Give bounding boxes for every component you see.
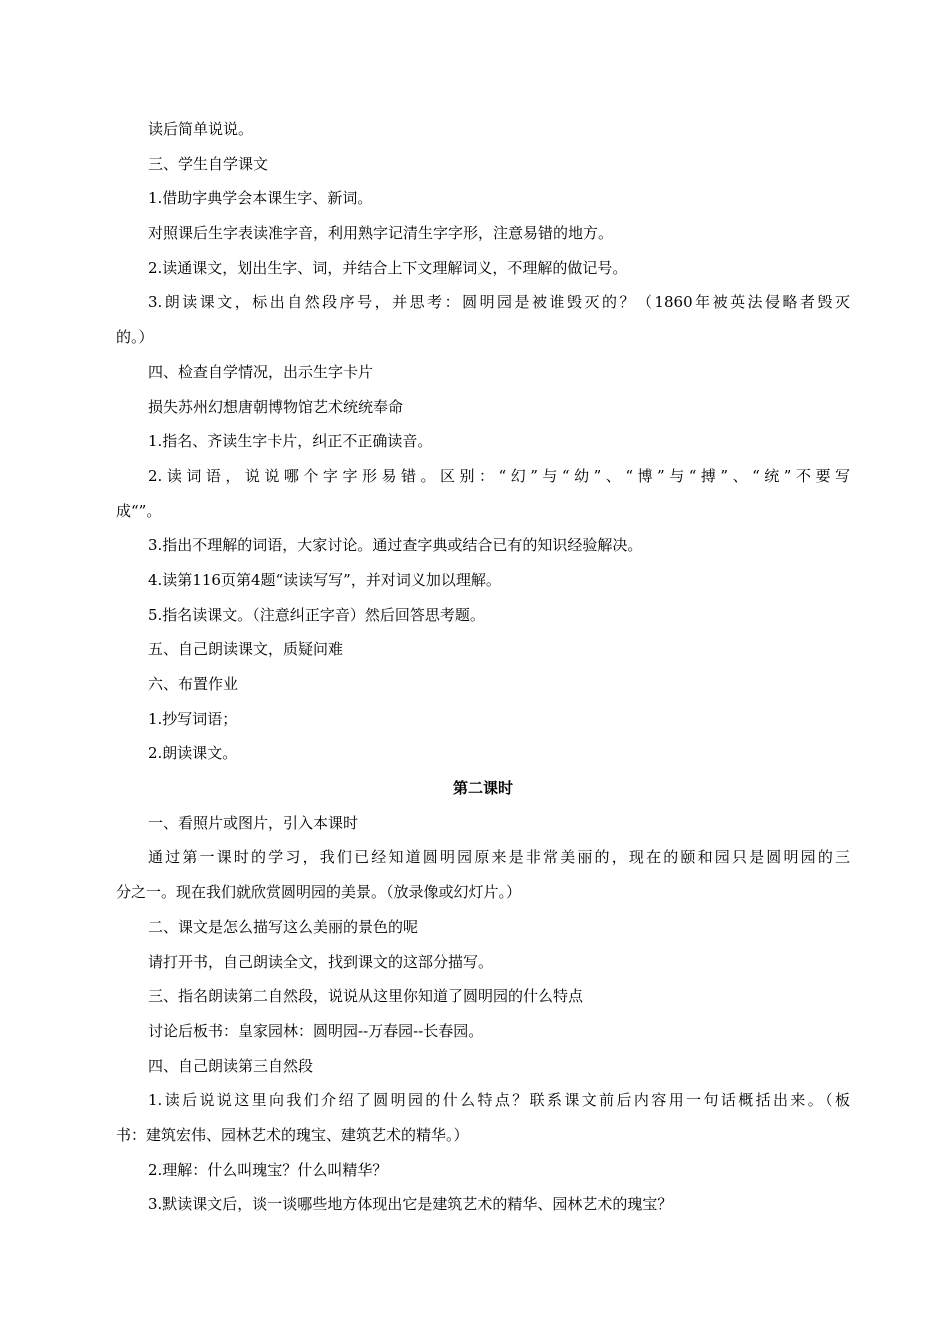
text-line: 3.默读课文后，谈一谈哪些地方体现出它是建筑艺术的精华、园林艺术的瑰宝？ xyxy=(148,1195,673,1214)
text-line: 3.朗读课文，标出自然段序号，并思考：圆明园是被谁毁灭的？（1860年被英法侵略者毁灭 xyxy=(148,293,850,312)
text-line: 三、指名朗读第二自然段，说说从这里你知道了圆明园的什么特点 xyxy=(148,987,584,1006)
text-line: 1.读后说说这里向我们介绍了圆明园的什么特点？联系课文前后内容用一句话概括出来。（板 xyxy=(148,1091,850,1110)
text-line: 2.理解：什么叫瑰宝？什么叫精华？ xyxy=(148,1160,388,1179)
text-line: 四、自己朗读第三自然段 xyxy=(148,1056,314,1075)
text-line: 二、课文是怎么描写这么美丽的景色的呢 xyxy=(148,917,419,936)
text-line: 分之一。现在我们就欣赏圆明园的美景。（放录像或幻灯片。） xyxy=(116,883,522,902)
text-line: 1.抄写词语； xyxy=(148,709,238,728)
text-line: 5.指名读课文。（注意纠正字音）然后回答思考题。 xyxy=(148,605,485,624)
text-line: 读后简单说说。 xyxy=(148,120,254,138)
text-line: 五、自己朗读课文，质疑问难 xyxy=(148,640,344,659)
text-line: 一、看照片或图片，引入本课时 xyxy=(148,813,359,832)
text-line: 书：建筑宏伟、园林艺术的瑰宝、建筑艺术的精华。） xyxy=(116,1125,469,1144)
text-line: 1.指名、齐读生字卡片，纠正不正确读音。 xyxy=(148,432,433,451)
text-line: 的。） xyxy=(116,328,154,347)
text-line: 3.指出不理解的词语，大家讨论。通过查字典或结合已有的知识经验解决。 xyxy=(148,536,643,555)
text-line: 2.朗读课文。 xyxy=(148,744,238,763)
document-body xyxy=(116,112,850,1222)
text-line: 4.读第116页第4题“读读写写”，并对词义加以理解。 xyxy=(148,570,501,589)
text-line: 请打开书，自己朗读全文，找到课文的这部分描写。 xyxy=(148,952,494,971)
text-line: 1.借助字典学会本课生字、新词。 xyxy=(148,189,373,208)
text-line: 成“”。 xyxy=(116,501,162,520)
section-heading: 第二课时 xyxy=(452,779,513,798)
text-line: 对照课后生字表读准字音，利用熟字记清生字字形，注意易错的地方。 xyxy=(148,224,614,243)
text-line: 三、学生自学课文 xyxy=(148,154,269,173)
text-line: 损失苏州幻想唐朝博物馆艺术统统奉命 xyxy=(148,397,404,416)
text-line: 四、检查自学情况，出示生字卡片 xyxy=(148,362,374,381)
text-line: 六、布置作业 xyxy=(148,675,239,693)
text-line: 2.读词语，说说哪个字字形易错。区别：“幻”与“幼”、“博”与“搏”、“统”不要写 xyxy=(148,466,850,485)
text-line: 2.读通课文，划出生字、词，并结合上下文理解词义，不理解的做记号。 xyxy=(148,258,628,277)
text-line: 讨论后板书：皇家园林：圆明园--万春园--长春园。 xyxy=(148,1021,484,1040)
text-line: 通过第一课时的学习，我们已经知道圆明园原来是非常美丽的，现在的颐和园只是圆明园的三 xyxy=(148,848,850,867)
